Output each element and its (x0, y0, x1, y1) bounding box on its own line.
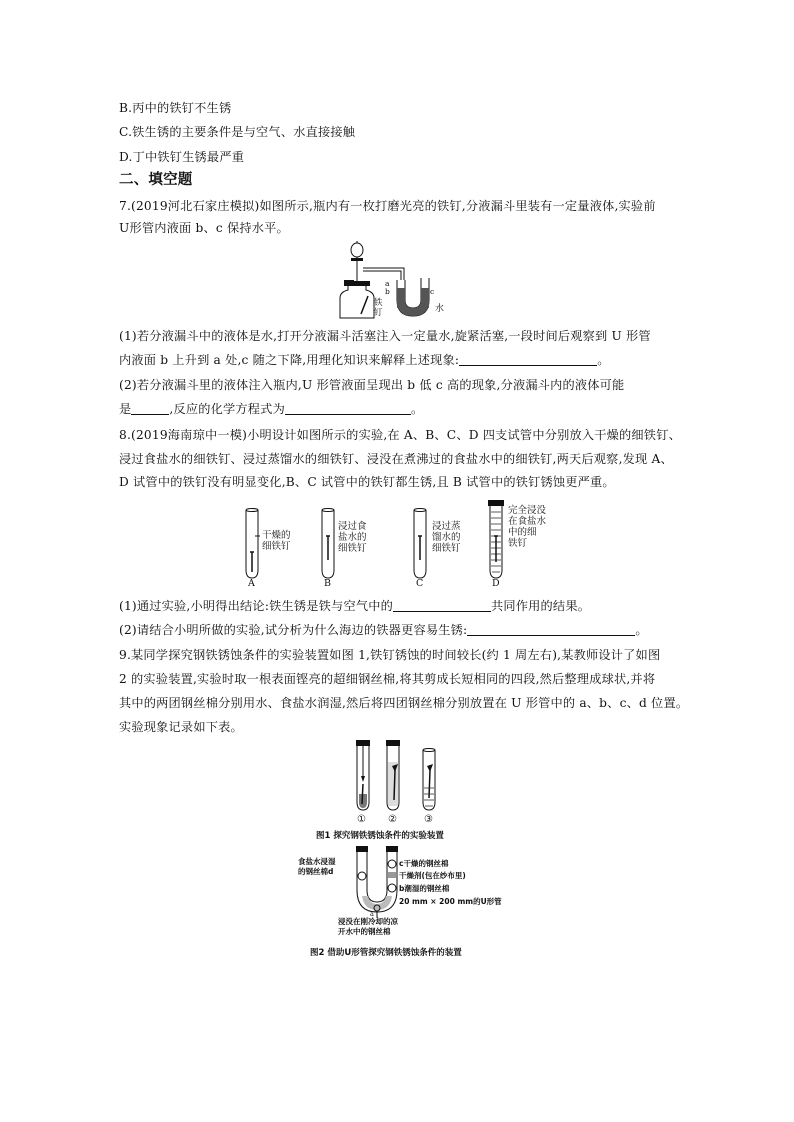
section-title: 二、填空题 (119, 172, 193, 188)
q7-apparatus-figure (330, 238, 470, 320)
q8-part1-text: (1)通过实验,小明得出结论:铁生锈是铁与空气中的 (119, 599, 393, 613)
q7-part2-equation-blank[interactable] (285, 402, 411, 415)
q8-part1 (119, 598, 590, 614)
figure-2-label-b: b潮湿的钢丝棉 (399, 884, 450, 893)
q7-part2-liquid-blank[interactable] (131, 402, 169, 415)
option-d: D.丁中铁钉生锈最严重 (119, 150, 245, 164)
tube-b-letter: B (324, 578, 331, 589)
tube-a-label: 干燥的 细铁钉 (262, 530, 291, 552)
figure-2-label-c: c干燥的钢丝棉 (399, 859, 449, 868)
tube-d-label: 完全浸没 在食盐水 中的细 铁钉 (508, 505, 547, 549)
q7-part2-line-2 (119, 401, 423, 417)
q9-stem-line-2: 2 的实验装置,实验时取一根表面铿亮的超细钢丝棉,将其剪成长短相同的四段,然后整理成球状,并将 (119, 672, 656, 686)
q7-part1-text: 内液面 b 上升到 a 处,c 随之下降,用理化知识来解释上述现象: (119, 353, 460, 367)
q8-part1-answer-blank[interactable] (393, 599, 491, 612)
figure-1-caption: 图1 探究钢铁锈蚀条件的实验装置 (316, 831, 444, 841)
tube-c-label: 浸过蒸 馏水的 细铁钉 (432, 521, 461, 554)
q7-label-a: a (385, 279, 390, 288)
q7-stem-line-1: 7.(2019河北石家庄模拟)如图所示,瓶内有一枚打磨光亮的铁钉,分液漏斗里装有一定量液体,实验前 (119, 199, 656, 213)
q8-stem-line-2: 浸过食盐水的细铁钉、浸过蒸馏水的细铁钉、浸没在煮沸过的食盐水中的细铁钉,两天后观察,发现 A、 (119, 452, 673, 466)
figure-2-label-bottom: 浸没在刚冷却的凉 开水中的钢丝棉 (338, 917, 398, 936)
q8-part2-text: (2)请结合小明所做的实验,试分析为什么海边的铁器更容易生锈: (119, 623, 468, 637)
figure-2-caption: 图2 借助U形管探究钢铁锈蚀条件的装置 (310, 948, 462, 958)
tube-b-label: 浸过食 盐水的 细铁钉 (338, 521, 367, 554)
tube-d-letter: D (492, 578, 500, 589)
option-c: C.铁生锈的主要条件是与空气、水直接接触 (119, 125, 356, 139)
q7-label-b: b (385, 287, 390, 296)
figure-1-num-3: ③ (424, 814, 433, 825)
figure-1-num-2: ② (388, 814, 397, 825)
q9-stem-line-1: 9.某同学探究钢铁锈蚀条件的实验装置如图 1,铁钉锈蚀的时间较长(约 1 周左右),某教师设计了如图 (119, 648, 661, 662)
q7-label-water: 水 (435, 304, 445, 314)
figure-2-label-a: a (370, 910, 374, 918)
q7-part1-end: 。 (597, 353, 610, 367)
figure-2-label-size: 20 mm × 200 mm的U形管 (399, 897, 502, 906)
figure-1-num-1: ① (357, 814, 366, 825)
q8-part2-end: 。 (635, 623, 648, 637)
tube-c-letter: C (416, 578, 424, 589)
figure-1-tubes (345, 736, 445, 818)
q7-stem-line-2: U形管内液面 b、c 保持水平。 (119, 221, 289, 235)
q7-part2-line-1: (2)若分液漏斗里的液体注入瓶内,U 形管液面呈现出 b 低 c 高的现象,分液漏斗内的液体可能 (119, 378, 625, 392)
q8-stem-line-1: 8.(2019海南琼中一模)小明设计如图所示的实验,在 A、B、C、D 四支试管中分别放入干燥的细铁钉、 (119, 428, 681, 442)
q8-part2 (119, 622, 648, 638)
figure-2-label-left: 食盐水浸湿 的钢丝棉d (298, 857, 336, 876)
q8-part1-end: 共同作用的结果。 (491, 599, 591, 613)
q7-part2-text-b: ,反应的化学方程式为 (169, 402, 285, 416)
q9-stem-line-3: 其中的两团钢丝棉分别用水、食盐水润湿,然后将四团钢丝棉分别放置在 U 形管中的 a、b、c、d 位置。 (119, 696, 689, 710)
q7-part2-end: 。 (410, 402, 424, 416)
q8-part2-answer-blank[interactable] (467, 623, 635, 636)
figure-2-label-dry: 干燥剂(包在纱布里) (399, 871, 466, 880)
q7-part1-line-1: (1)若分液漏斗中的液体是水,打开分液漏斗活塞注入一定量水,旋紧活塞,一段时间后观察到 U 形管 (119, 329, 651, 343)
q7-label-nail: 铁 钉 (374, 298, 383, 318)
q9-stem-line-4: 实验现象记录如下表。 (119, 720, 243, 734)
q8-stem-line-3: D 试管中的铁钉没有明显变化,B、C 试管中的铁钉都生锈,且 B 试管中的铁钉锈蚀更严重。 (119, 475, 615, 489)
tube-a-letter: A (248, 578, 255, 589)
q7-part1-answer-blank[interactable] (459, 353, 597, 366)
option-b: B.丙中的铁钉不生锈 (119, 101, 232, 115)
q7-label-c: c (430, 287, 435, 296)
q7-part2-text-a: 是 (119, 402, 132, 416)
q7-part1-line-2 (119, 352, 610, 368)
